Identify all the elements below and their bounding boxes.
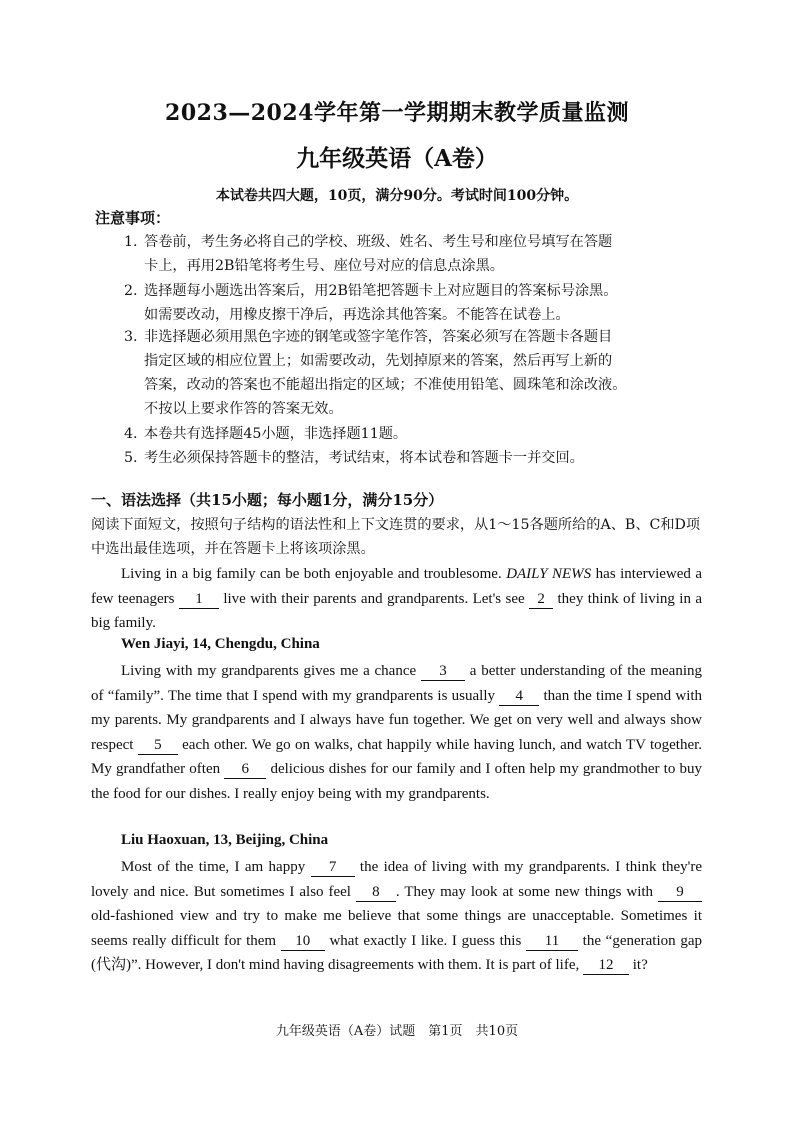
blank-3: 3 bbox=[421, 663, 465, 681]
exam-info: 本试卷共四大题，10页，满分90分。考试时间100分钟。 bbox=[215, 188, 579, 204]
passage-paragraph-2: Living with my grandparents gives me a chance 3 a better understanding of the meaning of “family”. The time that I spend with my grandparents is usually 4 than the time I spend with my parents. My grandparents and I always have fun together. We get on very well and always show respect 5 each other. We go on walks, chat happily while having lunch, and watch TV together. My grandfather often 6 delicious dishes for our family and I often help my grandmother to buy the food for our dishes. I really enjoy being with my grandparents. bbox=[91, 663, 703, 802]
blank-9: 9 bbox=[658, 884, 702, 902]
passage-paragraph-3: Most of the time, I am happy 7 the idea of living with my grandparents. I think they're lovely and nice. But sometimes I also feel 8 . They may look at some new things with 9 old-fashioned view and try to make me believe that some things are unacceptable. Sometimes it seems really difficult for them 10 what exactly I like. I guess this 11 the “generation gap (代沟)”. However, I don't mind having disagreements with them. It is part of life, 12 it? bbox=[91, 859, 703, 974]
blank-1: 1 bbox=[179, 591, 219, 609]
blank-12: 12 bbox=[583, 957, 629, 975]
section-instruction: 阅读下面短文，按照句子结构的语法性和上下文连贯的要求，从1～15各题所给的A、B、C和D项中选出最佳选项，并在答题卡上将该项涂黑。 bbox=[91, 517, 701, 557]
magazine-name: DAILY NEWS bbox=[506, 566, 592, 582]
speaker-heading-2: Liu Haoxuan, 13, Beijing, China bbox=[121, 832, 329, 848]
exam-title: 2023—2024学年第一学期期末教学质量监测 bbox=[165, 100, 629, 126]
note-item-3: 3. 非选择题必须用黑色字迹的钢笔或签字笔作答，答案必须写在答题卡各题目 指定区域的相应位置上；如需要改动，先划掉原来的答案，然后再写上新的 答案，改动的答案也不能超出指定的区域；不准使用铅笔、圆珠笔和涂改液。 不按以上要求作答的答案无效。 bbox=[124, 329, 627, 417]
blank-4: 4 bbox=[499, 688, 539, 706]
blank-5: 5 bbox=[138, 737, 178, 755]
blank-2: 2 bbox=[529, 591, 553, 609]
blank-11: 11 bbox=[526, 933, 578, 951]
blank-10: 10 bbox=[281, 933, 325, 951]
page-footer: 九年级英语（A卷）试题 第1页 共10页 bbox=[275, 1024, 519, 1039]
blank-8: 8 bbox=[356, 884, 396, 902]
exam-subtitle: 九年级英语（A卷） bbox=[296, 145, 498, 172]
blank-6: 6 bbox=[224, 761, 266, 779]
note-item-4: 4. 本卷共有选择题45小题，非选择题11题。 bbox=[124, 426, 408, 442]
note-item-1: 1. 答卷前，考生务必将自己的学校、班级、姓名、考生号和座位号填写在答题 卡上，再用2B铅笔将考生号、座位号对应的信息点涂黑。 bbox=[124, 234, 613, 274]
passage-paragraph-1: Living in a big family can be both enjoyable and troublesome. DAILY NEWS has interviewed a few teenagers 1 live with their parents and grandparents. Let's see 2 they think of living in a big family. bbox=[91, 566, 703, 632]
note-item-2: 2. 选择题每小题选出答案后，用2B铅笔把答题卡上对应题目的答案标号涂黑。 如需要改动，用橡皮擦干净后，再选涂其他答案。不能答在试卷上。 bbox=[124, 283, 618, 323]
speaker-heading-1: Wen Jiayi, 14, Chengdu, China bbox=[121, 636, 320, 652]
section-heading: 一、语法选择（共15小题；每小题1分，满分15分） bbox=[91, 491, 444, 509]
notes-heading: 注意事项： bbox=[95, 209, 171, 227]
blank-7: 7 bbox=[311, 859, 355, 877]
note-item-5: 5. 考生必须保持答题卡的整洁，考试结束，将本试卷和答题卡一并交回。 bbox=[124, 450, 584, 466]
